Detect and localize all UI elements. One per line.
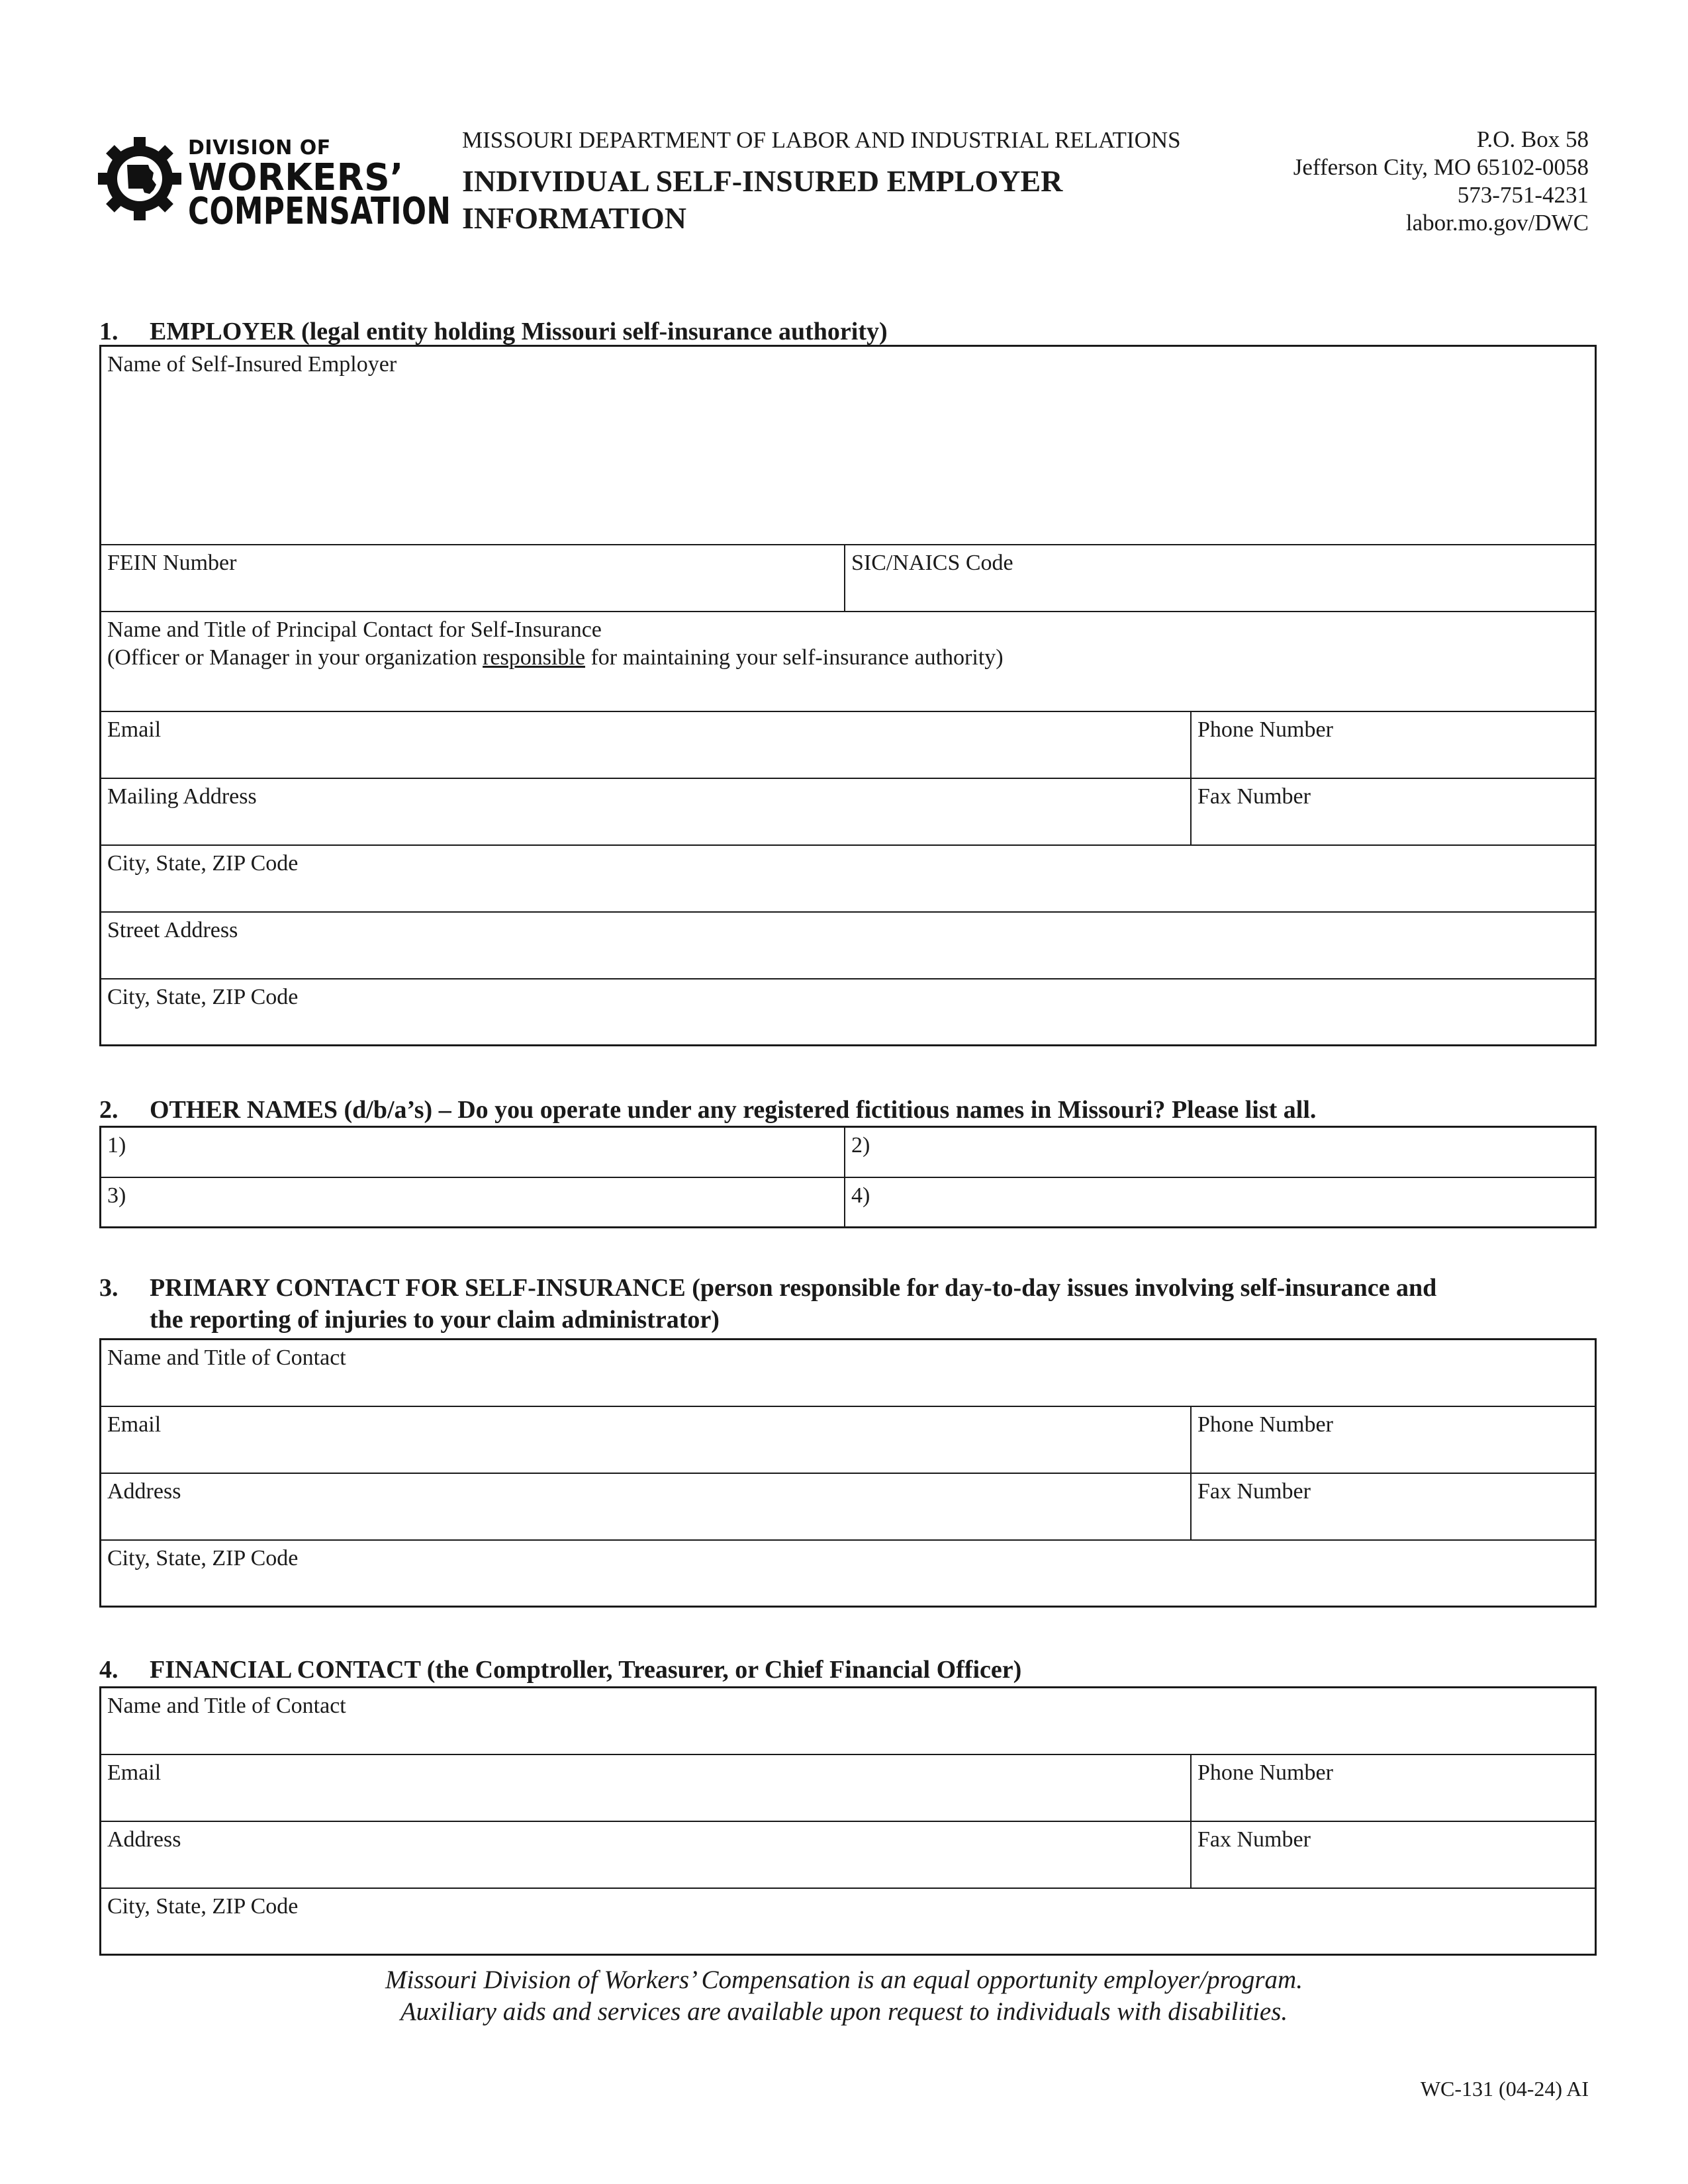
field-label: Name and Title of Contact xyxy=(107,1345,346,1370)
section-title: PRIMARY CONTACT FOR SELF-INSURANCE (person responsible for day-to-day issues involving self-insurance and xyxy=(150,1274,1437,1302)
phone-field[interactable] xyxy=(1190,1755,1595,1821)
fein-field[interactable] xyxy=(101,545,844,611)
address-line: Jefferson City, MO 65102-0058 xyxy=(1293,154,1589,180)
field-label: 1) xyxy=(107,1133,126,1158)
field-label: SIC/NAICS Code xyxy=(851,551,1013,575)
city-state-zip-field[interactable] xyxy=(101,979,1595,1044)
logo-line1: DIVISION OF xyxy=(188,136,331,159)
field-label: Fax Number xyxy=(1197,1479,1311,1504)
contact-name-field[interactable] xyxy=(101,1340,1595,1406)
field-label: City, State, ZIP Code xyxy=(107,985,299,1009)
field-label: 4) xyxy=(851,1183,870,1208)
section-number: 4. xyxy=(99,1656,118,1684)
logo-line2: WORKERS’ xyxy=(188,156,404,199)
section-title: OTHER NAMES (d/b/a’s) – Do you operate under any registered fictitious names in Missouri? Please list all. xyxy=(150,1096,1317,1124)
field-label: City, State, ZIP Code xyxy=(107,1546,299,1570)
field-label: City, State, ZIP Code xyxy=(107,1894,299,1919)
field-label: Fax Number xyxy=(1197,1827,1311,1852)
section-number: 1. xyxy=(99,318,118,345)
street-address-field[interactable] xyxy=(101,913,1595,978)
gear-missouri-icon xyxy=(97,136,183,222)
field-label: Street Address xyxy=(107,918,238,942)
email-field[interactable] xyxy=(101,1407,1190,1473)
field-label: Phone Number xyxy=(1197,717,1333,742)
principal-contact-field[interactable] xyxy=(101,612,1595,711)
field-sublabel: (Officer or Manager in your organization responsible for maintaining your self-insurance authority) xyxy=(107,645,1004,670)
section-title: EMPLOYER (legal entity holding Missouri self-insurance authority) xyxy=(150,318,888,345)
address-field[interactable] xyxy=(101,1474,1190,1539)
fax-field[interactable] xyxy=(1190,1822,1595,1888)
city-state-zip-field[interactable] xyxy=(101,1541,1595,1606)
field-label: Mailing Address xyxy=(107,784,257,809)
form-number: WC-131 (04-24) AI xyxy=(1420,2077,1589,2101)
mailing-address-field[interactable] xyxy=(101,779,1190,844)
dba-name-field[interactable] xyxy=(844,1128,1595,1177)
field-label: 3) xyxy=(107,1183,126,1208)
contact-name-field[interactable] xyxy=(101,1688,1595,1754)
phone-field[interactable] xyxy=(1190,712,1595,778)
mailing-address-block xyxy=(1293,126,1589,237)
section-title: FINANCIAL CONTACT (the Comptroller, Treasurer, or Chief Financial Officer) xyxy=(150,1656,1022,1684)
logo-line3: COMPENSATION xyxy=(188,190,451,233)
division-logo xyxy=(97,136,451,233)
equal-opportunity-notice xyxy=(0,1964,1688,2028)
section4-heading xyxy=(99,1655,1021,1685)
city-state-zip-field[interactable] xyxy=(101,846,1595,911)
eeo-line2: Auxiliary aids and services are available upon request to individuals with disabilities. xyxy=(400,1997,1288,2026)
field-label: Email xyxy=(107,1760,162,1785)
form-title-line1: INDIVIDUAL SELF-INSURED EMPLOYER xyxy=(462,164,1063,198)
field-label: 2) xyxy=(851,1133,870,1158)
employer-table xyxy=(99,345,1597,1046)
section-title-line2: the reporting of injuries to your claim administrator) xyxy=(150,1306,720,1334)
email-field[interactable] xyxy=(101,712,1190,778)
financial-contact-table xyxy=(99,1686,1597,1956)
address-line: 573-751-4231 xyxy=(1457,182,1589,208)
eeo-line1: Missouri Division of Workers’ Compensation is an equal opportunity employer/program. xyxy=(385,1966,1303,1994)
other-names-table xyxy=(99,1126,1597,1228)
email-field[interactable] xyxy=(101,1755,1190,1821)
field-label: FEIN Number xyxy=(107,551,237,575)
phone-field[interactable] xyxy=(1190,1407,1595,1473)
city-state-zip-field[interactable] xyxy=(101,1889,1595,1954)
field-label: Phone Number xyxy=(1197,1412,1333,1437)
field-label: Name and Title of Principal Contact for Self-Insurance xyxy=(107,617,602,642)
field-label: Name of Self-Insured Employer xyxy=(107,352,397,377)
address-field[interactable] xyxy=(101,1822,1190,1888)
field-label: Fax Number xyxy=(1197,784,1311,809)
dba-name-field[interactable] xyxy=(844,1178,1595,1226)
form-title-line2: INFORMATION xyxy=(462,201,687,235)
form-title xyxy=(462,163,1062,237)
section2-heading xyxy=(99,1095,1316,1125)
field-label: Email xyxy=(107,1412,162,1437)
field-label: Address xyxy=(107,1479,181,1504)
dba-name-field[interactable] xyxy=(101,1178,844,1226)
address-line: P.O. Box 58 xyxy=(1476,126,1589,152)
section-number: 3. xyxy=(99,1274,118,1302)
section1-heading xyxy=(99,316,888,347)
primary-contact-table xyxy=(99,1338,1597,1608)
sic-naics-field[interactable] xyxy=(844,545,1595,611)
section-number: 2. xyxy=(99,1096,118,1124)
field-label: Email xyxy=(107,717,162,742)
employer-name-field[interactable] xyxy=(101,347,1595,544)
department-name: MISSOURI DEPARTMENT OF LABOR AND INDUSTRIAL RELATIONS xyxy=(462,127,1181,153)
field-label: Name and Title of Contact xyxy=(107,1694,346,1718)
field-label: City, State, ZIP Code xyxy=(107,851,299,876)
field-label: Phone Number xyxy=(1197,1760,1333,1785)
fax-field[interactable] xyxy=(1190,1474,1595,1539)
fax-field[interactable] xyxy=(1190,779,1595,844)
section3-heading xyxy=(99,1272,1595,1336)
address-line: labor.mo.gov/DWC xyxy=(1405,210,1589,236)
field-label: Address xyxy=(107,1827,181,1852)
dba-name-field[interactable] xyxy=(101,1128,844,1177)
